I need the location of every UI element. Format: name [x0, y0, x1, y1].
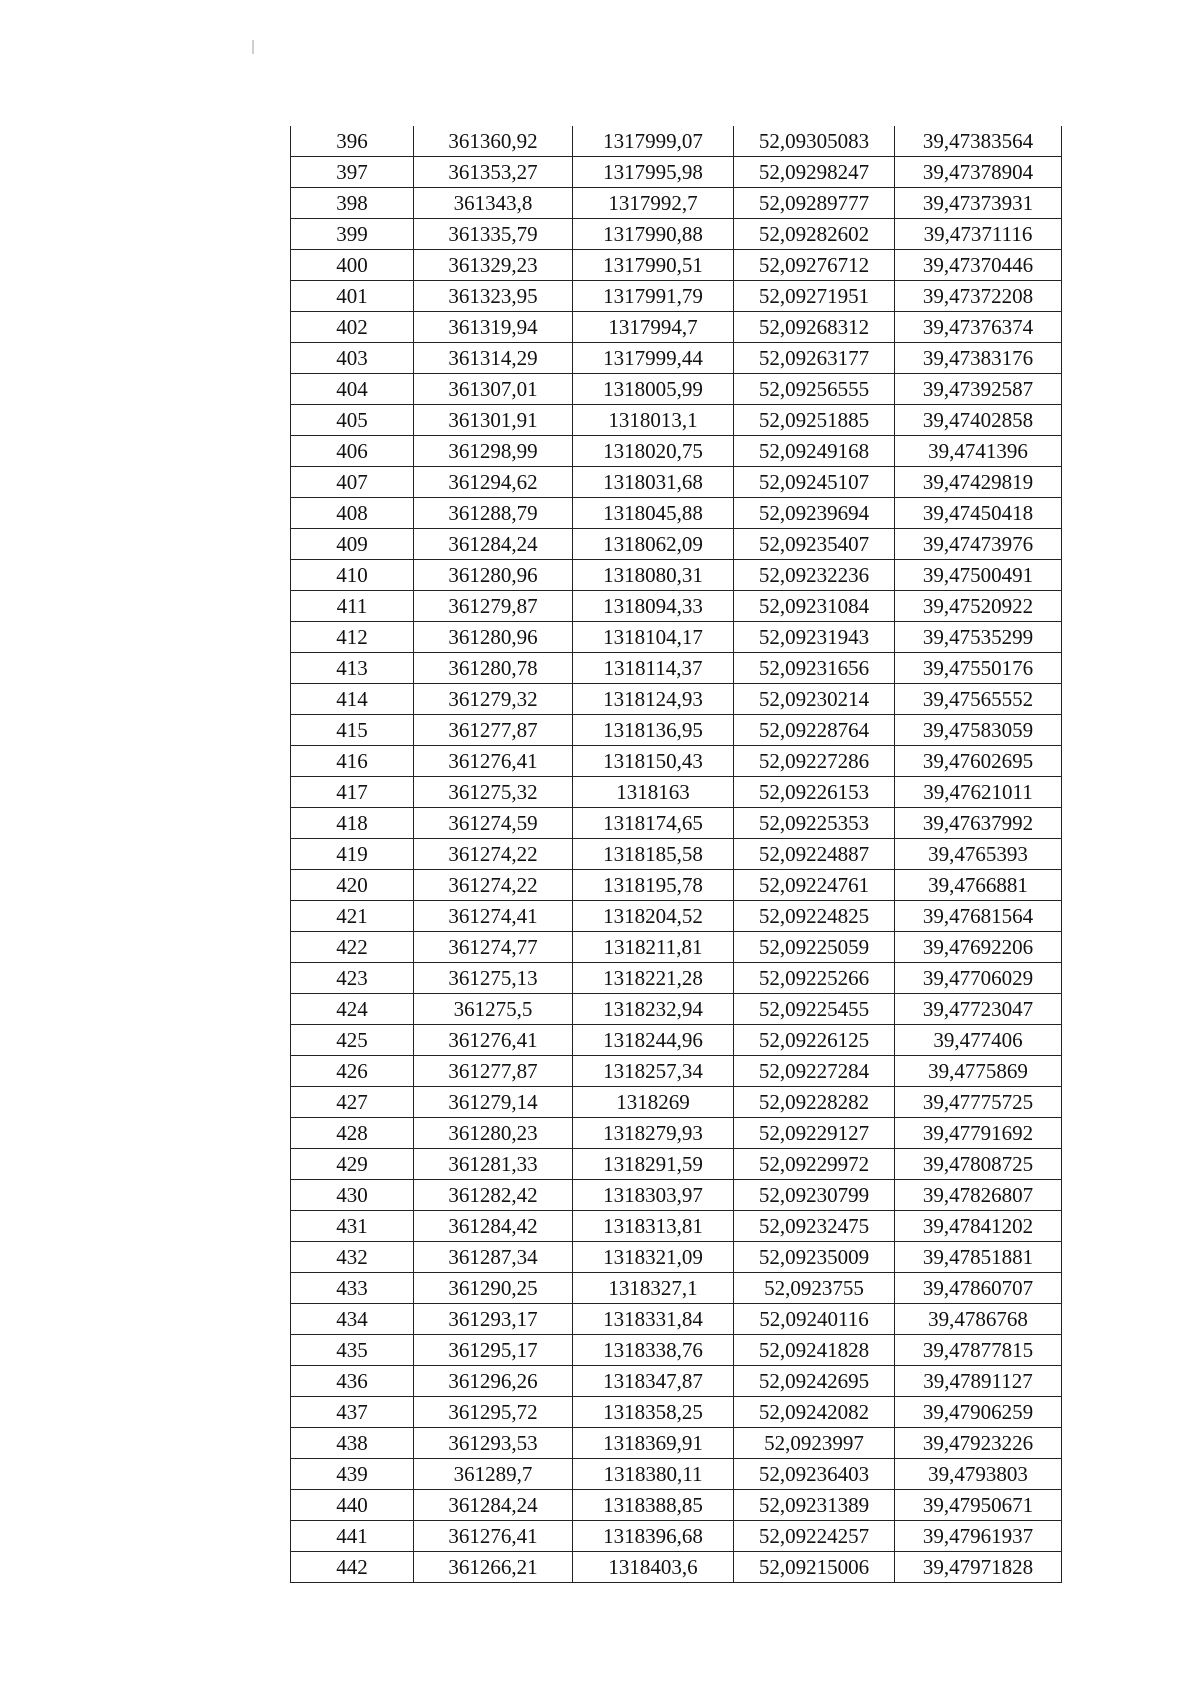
table-row	[291, 250, 1062, 281]
x-coordinate-cell: 361335,79	[414, 219, 573, 250]
latitude-cell: 52,09241828	[734, 1335, 895, 1366]
point-number-cell: 442	[291, 1552, 414, 1583]
point-number-cell: 414	[291, 684, 414, 715]
longitude-cell: 39,47808725	[895, 1149, 1062, 1180]
point-number-cell: 407	[291, 467, 414, 498]
y-coordinate-cell: 1318005,99	[573, 374, 734, 405]
longitude-cell: 39,47402858	[895, 405, 1062, 436]
table-row	[291, 1397, 1062, 1428]
latitude-cell: 52,09271951	[734, 281, 895, 312]
y-coordinate-cell: 1318279,93	[573, 1118, 734, 1149]
longitude-cell: 39,47851881	[895, 1242, 1062, 1273]
table-row	[291, 1273, 1062, 1304]
y-coordinate-cell: 1318358,25	[573, 1397, 734, 1428]
table-row	[291, 870, 1062, 901]
x-coordinate-cell: 361274,59	[414, 808, 573, 839]
x-coordinate-cell: 361277,87	[414, 715, 573, 746]
point-number-cell: 396	[291, 126, 414, 157]
y-coordinate-cell: 1318020,75	[573, 436, 734, 467]
longitude-cell: 39,47971828	[895, 1552, 1062, 1583]
latitude-cell: 52,09240116	[734, 1304, 895, 1335]
latitude-cell: 52,09289777	[734, 188, 895, 219]
x-coordinate-cell: 361280,96	[414, 560, 573, 591]
table-row	[291, 1087, 1062, 1118]
point-number-cell: 425	[291, 1025, 414, 1056]
table-row	[291, 1552, 1062, 1583]
longitude-cell: 39,47371116	[895, 219, 1062, 250]
latitude-cell: 52,09256555	[734, 374, 895, 405]
point-number-cell: 423	[291, 963, 414, 994]
table-row	[291, 591, 1062, 622]
longitude-cell: 39,477406	[895, 1025, 1062, 1056]
table-row	[291, 1149, 1062, 1180]
latitude-cell: 52,09263177	[734, 343, 895, 374]
x-coordinate-cell: 361301,91	[414, 405, 573, 436]
x-coordinate-cell: 361274,22	[414, 870, 573, 901]
table-row	[291, 374, 1062, 405]
table-row	[291, 1118, 1062, 1149]
latitude-cell: 52,09282602	[734, 219, 895, 250]
table-row	[291, 436, 1062, 467]
longitude-cell: 39,47692206	[895, 932, 1062, 963]
table-row	[291, 839, 1062, 870]
x-coordinate-cell: 361284,24	[414, 529, 573, 560]
y-coordinate-cell: 1318104,17	[573, 622, 734, 653]
y-coordinate-cell: 1318204,52	[573, 901, 734, 932]
point-number-cell: 406	[291, 436, 414, 467]
x-coordinate-cell: 361343,8	[414, 188, 573, 219]
x-coordinate-cell: 361319,94	[414, 312, 573, 343]
y-coordinate-cell: 1318221,28	[573, 963, 734, 994]
x-coordinate-cell: 361284,24	[414, 1490, 573, 1521]
table-row	[291, 1211, 1062, 1242]
latitude-cell: 52,09227286	[734, 746, 895, 777]
table-row	[291, 1056, 1062, 1087]
latitude-cell: 52,09298247	[734, 157, 895, 188]
point-number-cell: 404	[291, 374, 414, 405]
point-number-cell: 412	[291, 622, 414, 653]
y-coordinate-cell: 1318136,95	[573, 715, 734, 746]
x-coordinate-cell: 361274,41	[414, 901, 573, 932]
point-number-cell: 421	[291, 901, 414, 932]
longitude-cell: 39,47860707	[895, 1273, 1062, 1304]
latitude-cell: 52,09225059	[734, 932, 895, 963]
latitude-cell: 52,09268312	[734, 312, 895, 343]
longitude-cell: 39,47473976	[895, 529, 1062, 560]
table-row	[291, 343, 1062, 374]
x-coordinate-cell: 361360,92	[414, 126, 573, 157]
x-coordinate-cell: 361279,14	[414, 1087, 573, 1118]
point-number-cell: 416	[291, 746, 414, 777]
point-number-cell: 413	[291, 653, 414, 684]
point-number-cell: 424	[291, 994, 414, 1025]
longitude-cell: 39,47602695	[895, 746, 1062, 777]
point-number-cell: 437	[291, 1397, 414, 1428]
x-coordinate-cell: 361289,7	[414, 1459, 573, 1490]
x-coordinate-cell: 361288,79	[414, 498, 573, 529]
point-number-cell: 432	[291, 1242, 414, 1273]
latitude-cell: 52,09225455	[734, 994, 895, 1025]
y-coordinate-cell: 1318380,11	[573, 1459, 734, 1490]
x-coordinate-cell: 361294,62	[414, 467, 573, 498]
table-row	[291, 684, 1062, 715]
longitude-cell: 39,47370446	[895, 250, 1062, 281]
longitude-cell: 39,47383564	[895, 126, 1062, 157]
latitude-cell: 52,09305083	[734, 126, 895, 157]
x-coordinate-cell: 361293,17	[414, 1304, 573, 1335]
latitude-cell: 52,09228282	[734, 1087, 895, 1118]
x-coordinate-cell: 361280,78	[414, 653, 573, 684]
y-coordinate-cell: 1318338,76	[573, 1335, 734, 1366]
y-coordinate-cell: 1317999,44	[573, 343, 734, 374]
x-coordinate-cell: 361276,41	[414, 1521, 573, 1552]
y-coordinate-cell: 1318013,1	[573, 405, 734, 436]
x-coordinate-cell: 361275,13	[414, 963, 573, 994]
y-coordinate-cell: 1318291,59	[573, 1149, 734, 1180]
point-number-cell: 431	[291, 1211, 414, 1242]
longitude-cell: 39,47961937	[895, 1521, 1062, 1552]
table-row	[291, 529, 1062, 560]
table-row	[291, 1490, 1062, 1521]
latitude-cell: 52,09231943	[734, 622, 895, 653]
x-coordinate-cell: 361323,95	[414, 281, 573, 312]
longitude-cell: 39,47392587	[895, 374, 1062, 405]
longitude-cell: 39,47906259	[895, 1397, 1062, 1428]
longitude-cell: 39,47520922	[895, 591, 1062, 622]
y-coordinate-cell: 1318303,97	[573, 1180, 734, 1211]
y-coordinate-cell: 1318269	[573, 1087, 734, 1118]
point-number-cell: 408	[291, 498, 414, 529]
x-coordinate-cell: 361275,32	[414, 777, 573, 808]
coordinates-table	[290, 126, 1062, 1583]
y-coordinate-cell: 1318321,09	[573, 1242, 734, 1273]
longitude-cell: 39,47706029	[895, 963, 1062, 994]
point-number-cell: 428	[291, 1118, 414, 1149]
x-coordinate-cell: 361314,29	[414, 343, 573, 374]
latitude-cell: 52,09232475	[734, 1211, 895, 1242]
point-number-cell: 397	[291, 157, 414, 188]
table-row	[291, 312, 1062, 343]
x-coordinate-cell: 361295,72	[414, 1397, 573, 1428]
x-coordinate-cell: 361353,27	[414, 157, 573, 188]
longitude-cell: 39,47376374	[895, 312, 1062, 343]
latitude-cell: 52,09226153	[734, 777, 895, 808]
y-coordinate-cell: 1318244,96	[573, 1025, 734, 1056]
x-coordinate-cell: 361274,77	[414, 932, 573, 963]
y-coordinate-cell: 1318195,78	[573, 870, 734, 901]
y-coordinate-cell: 1318331,84	[573, 1304, 734, 1335]
table-row	[291, 653, 1062, 684]
longitude-cell: 39,47723047	[895, 994, 1062, 1025]
point-number-cell: 399	[291, 219, 414, 250]
latitude-cell: 52,09230799	[734, 1180, 895, 1211]
table-row	[291, 715, 1062, 746]
latitude-cell: 52,09229127	[734, 1118, 895, 1149]
table-row	[291, 467, 1062, 498]
x-coordinate-cell: 361266,21	[414, 1552, 573, 1583]
longitude-cell: 39,47775725	[895, 1087, 1062, 1118]
point-number-cell: 435	[291, 1335, 414, 1366]
x-coordinate-cell: 361279,32	[414, 684, 573, 715]
x-coordinate-cell: 361296,26	[414, 1366, 573, 1397]
latitude-cell: 52,09231389	[734, 1490, 895, 1521]
x-coordinate-cell: 361276,41	[414, 1025, 573, 1056]
latitude-cell: 52,09224825	[734, 901, 895, 932]
point-number-cell: 410	[291, 560, 414, 591]
longitude-cell: 39,47583059	[895, 715, 1062, 746]
longitude-cell: 39,47372208	[895, 281, 1062, 312]
point-number-cell: 438	[291, 1428, 414, 1459]
latitude-cell: 52,09224887	[734, 839, 895, 870]
point-number-cell: 429	[291, 1149, 414, 1180]
table-row	[291, 126, 1062, 157]
point-number-cell: 419	[291, 839, 414, 870]
latitude-cell: 52,0923997	[734, 1428, 895, 1459]
table-row	[291, 777, 1062, 808]
table-row	[291, 498, 1062, 529]
latitude-cell: 52,09236403	[734, 1459, 895, 1490]
longitude-cell: 39,47923226	[895, 1428, 1062, 1459]
longitude-cell: 39,47891127	[895, 1366, 1062, 1397]
longitude-cell: 39,47450418	[895, 498, 1062, 529]
table-row	[291, 1366, 1062, 1397]
y-coordinate-cell: 1318347,87	[573, 1366, 734, 1397]
longitude-cell: 39,47378904	[895, 157, 1062, 188]
table-row	[291, 1521, 1062, 1552]
table-row	[291, 1304, 1062, 1335]
point-number-cell: 434	[291, 1304, 414, 1335]
latitude-cell: 52,09229972	[734, 1149, 895, 1180]
x-coordinate-cell: 361295,17	[414, 1335, 573, 1366]
y-coordinate-cell: 1318062,09	[573, 529, 734, 560]
scan-mark	[252, 40, 254, 54]
latitude-cell: 52,09245107	[734, 467, 895, 498]
latitude-cell: 52,09242082	[734, 1397, 895, 1428]
x-coordinate-cell: 361329,23	[414, 250, 573, 281]
y-coordinate-cell: 1318031,68	[573, 467, 734, 498]
latitude-cell: 52,09231656	[734, 653, 895, 684]
y-coordinate-cell: 1318211,81	[573, 932, 734, 963]
latitude-cell: 52,09239694	[734, 498, 895, 529]
y-coordinate-cell: 1318080,31	[573, 560, 734, 591]
point-number-cell: 398	[291, 188, 414, 219]
latitude-cell: 52,09242695	[734, 1366, 895, 1397]
y-coordinate-cell: 1318094,33	[573, 591, 734, 622]
point-number-cell: 422	[291, 932, 414, 963]
longitude-cell: 39,47565552	[895, 684, 1062, 715]
latitude-cell: 52,09225353	[734, 808, 895, 839]
longitude-cell: 39,47550176	[895, 653, 1062, 684]
y-coordinate-cell: 1318396,68	[573, 1521, 734, 1552]
table-row	[291, 281, 1062, 312]
coordinates-table-body	[291, 126, 1062, 1583]
x-coordinate-cell: 361298,99	[414, 436, 573, 467]
latitude-cell: 52,09249168	[734, 436, 895, 467]
latitude-cell: 52,09224761	[734, 870, 895, 901]
point-number-cell: 405	[291, 405, 414, 436]
longitude-cell: 39,47841202	[895, 1211, 1062, 1242]
longitude-cell: 39,4765393	[895, 839, 1062, 870]
longitude-cell: 39,47681564	[895, 901, 1062, 932]
latitude-cell: 52,0923755	[734, 1273, 895, 1304]
y-coordinate-cell: 1318124,93	[573, 684, 734, 715]
longitude-cell: 39,47950671	[895, 1490, 1062, 1521]
point-number-cell: 409	[291, 529, 414, 560]
latitude-cell: 52,09235407	[734, 529, 895, 560]
table-row	[291, 901, 1062, 932]
y-coordinate-cell: 1318114,37	[573, 653, 734, 684]
table-row	[291, 932, 1062, 963]
latitude-cell: 52,09215006	[734, 1552, 895, 1583]
y-coordinate-cell: 1318185,58	[573, 839, 734, 870]
y-coordinate-cell: 1318163	[573, 777, 734, 808]
table-row	[291, 963, 1062, 994]
table-row	[291, 1025, 1062, 1056]
latitude-cell: 52,09228764	[734, 715, 895, 746]
longitude-cell: 39,47500491	[895, 560, 1062, 591]
latitude-cell: 52,09226125	[734, 1025, 895, 1056]
y-coordinate-cell: 1318369,91	[573, 1428, 734, 1459]
latitude-cell: 52,09227284	[734, 1056, 895, 1087]
y-coordinate-cell: 1317994,7	[573, 312, 734, 343]
table-row	[291, 188, 1062, 219]
longitude-cell: 39,4775869	[895, 1056, 1062, 1087]
y-coordinate-cell: 1318388,85	[573, 1490, 734, 1521]
point-number-cell: 401	[291, 281, 414, 312]
latitude-cell: 52,09251885	[734, 405, 895, 436]
x-coordinate-cell: 361277,87	[414, 1056, 573, 1087]
y-coordinate-cell: 1317995,98	[573, 157, 734, 188]
x-coordinate-cell: 361280,23	[414, 1118, 573, 1149]
table-row	[291, 1180, 1062, 1211]
y-coordinate-cell: 1318232,94	[573, 994, 734, 1025]
point-number-cell: 433	[291, 1273, 414, 1304]
x-coordinate-cell: 361280,96	[414, 622, 573, 653]
point-number-cell: 439	[291, 1459, 414, 1490]
table-row	[291, 157, 1062, 188]
x-coordinate-cell: 361287,34	[414, 1242, 573, 1273]
table-row	[291, 994, 1062, 1025]
latitude-cell: 52,09224257	[734, 1521, 895, 1552]
table-row	[291, 1242, 1062, 1273]
longitude-cell: 39,47826807	[895, 1180, 1062, 1211]
latitude-cell: 52,09230214	[734, 684, 895, 715]
point-number-cell: 427	[291, 1087, 414, 1118]
latitude-cell: 52,09235009	[734, 1242, 895, 1273]
point-number-cell: 415	[291, 715, 414, 746]
point-number-cell: 430	[291, 1180, 414, 1211]
y-coordinate-cell: 1318403,6	[573, 1552, 734, 1583]
y-coordinate-cell: 1317992,7	[573, 188, 734, 219]
table-row	[291, 1459, 1062, 1490]
y-coordinate-cell: 1318045,88	[573, 498, 734, 529]
x-coordinate-cell: 361284,42	[414, 1211, 573, 1242]
longitude-cell: 39,4786768	[895, 1304, 1062, 1335]
y-coordinate-cell: 1318257,34	[573, 1056, 734, 1087]
longitude-cell: 39,4741396	[895, 436, 1062, 467]
y-coordinate-cell: 1317990,88	[573, 219, 734, 250]
point-number-cell: 411	[291, 591, 414, 622]
table-row	[291, 1428, 1062, 1459]
latitude-cell: 52,09225266	[734, 963, 895, 994]
table-row	[291, 1335, 1062, 1366]
y-coordinate-cell: 1318174,65	[573, 808, 734, 839]
table-row	[291, 405, 1062, 436]
point-number-cell: 402	[291, 312, 414, 343]
point-number-cell: 436	[291, 1366, 414, 1397]
y-coordinate-cell: 1318313,81	[573, 1211, 734, 1242]
longitude-cell: 39,47383176	[895, 343, 1062, 374]
point-number-cell: 400	[291, 250, 414, 281]
table-row	[291, 219, 1062, 250]
table-row	[291, 808, 1062, 839]
point-number-cell: 417	[291, 777, 414, 808]
y-coordinate-cell: 1318327,1	[573, 1273, 734, 1304]
latitude-cell: 52,09231084	[734, 591, 895, 622]
longitude-cell: 39,47621011	[895, 777, 1062, 808]
y-coordinate-cell: 1317990,51	[573, 250, 734, 281]
longitude-cell: 39,4793803	[895, 1459, 1062, 1490]
table-row	[291, 560, 1062, 591]
x-coordinate-cell: 361290,25	[414, 1273, 573, 1304]
point-number-cell: 418	[291, 808, 414, 839]
x-coordinate-cell: 361279,87	[414, 591, 573, 622]
x-coordinate-cell: 361274,22	[414, 839, 573, 870]
y-coordinate-cell: 1318150,43	[573, 746, 734, 777]
x-coordinate-cell: 361293,53	[414, 1428, 573, 1459]
x-coordinate-cell: 361282,42	[414, 1180, 573, 1211]
x-coordinate-cell: 361281,33	[414, 1149, 573, 1180]
longitude-cell: 39,4766881	[895, 870, 1062, 901]
y-coordinate-cell: 1317991,79	[573, 281, 734, 312]
longitude-cell: 39,47429819	[895, 467, 1062, 498]
point-number-cell: 441	[291, 1521, 414, 1552]
longitude-cell: 39,47373931	[895, 188, 1062, 219]
longitude-cell: 39,47535299	[895, 622, 1062, 653]
y-coordinate-cell: 1317999,07	[573, 126, 734, 157]
table-row	[291, 622, 1062, 653]
point-number-cell: 440	[291, 1490, 414, 1521]
point-number-cell: 420	[291, 870, 414, 901]
longitude-cell: 39,47791692	[895, 1118, 1062, 1149]
table-row	[291, 746, 1062, 777]
x-coordinate-cell: 361276,41	[414, 746, 573, 777]
point-number-cell: 426	[291, 1056, 414, 1087]
latitude-cell: 52,09232236	[734, 560, 895, 591]
point-number-cell: 403	[291, 343, 414, 374]
latitude-cell: 52,09276712	[734, 250, 895, 281]
x-coordinate-cell: 361275,5	[414, 994, 573, 1025]
longitude-cell: 39,47637992	[895, 808, 1062, 839]
longitude-cell: 39,47877815	[895, 1335, 1062, 1366]
x-coordinate-cell: 361307,01	[414, 374, 573, 405]
